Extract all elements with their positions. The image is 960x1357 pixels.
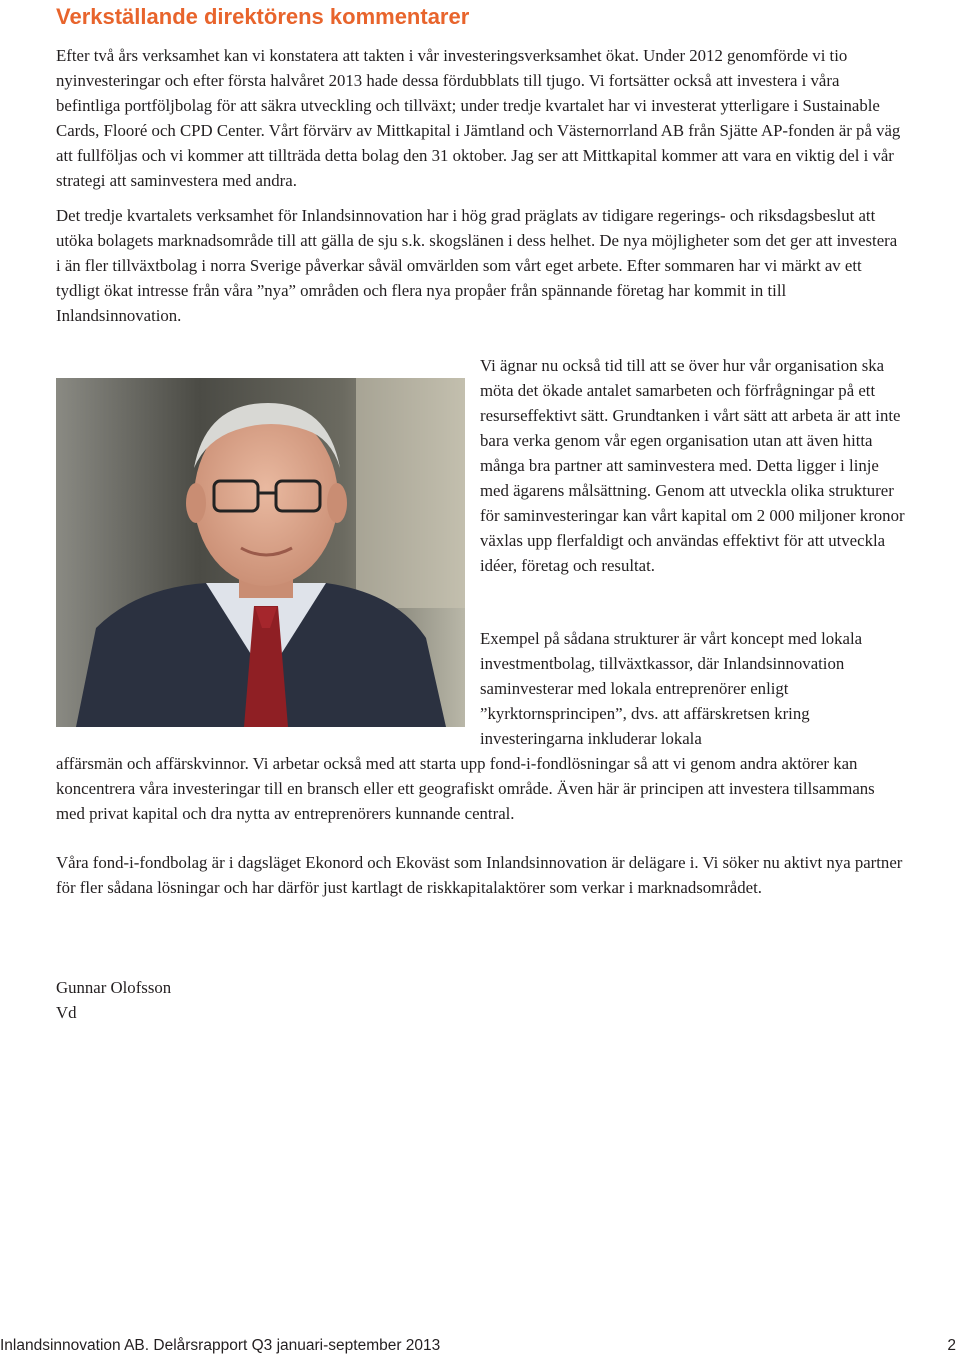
signature-block [56, 975, 356, 1025]
page-title: Verkställande direktörens kommentarer [56, 4, 470, 29]
body-paragraph-4-top: Exempel på sådana strukturer är vårt koncept med lokala investmentbolag, tillväxtkassor, där Inlandsinnovation saminvesterar med lokala entreprenörer enligt ”kyrktornsprincipen”, dvs. att affärskretsen kring investeringarna inkluderar lokala [480, 629, 863, 748]
signature-role: Vd [56, 1003, 77, 1022]
signature-name: Gunnar Olofsson [56, 978, 172, 997]
portrait-photo [56, 378, 465, 727]
body-paragraph-3: Vi ägnar nu också tid till att se över hur vår organisation ska möta det ökade antalet samarbeten och förfrågningar på ett resurseffektivt sätt. Grundtanken i vårt sätt att arbeta är att inte bara verka genom vår egen organisation utan att även hitta många bra partner att saminvestera med. Detta ligger i linje med ägarens målsättning. Genom att utveckla olika strukturer för saminvesteringar kan vårt kapital om 2 000 miljoner kronor växlas upp flerfaldigt och användas effektivt för att utveckla idéer, företag och resultat. [480, 356, 905, 575]
footer-report-title: Inlandsinnovation AB. Delårsrapport Q3 januari-september 2013 [0, 1337, 441, 1354]
page-number: 2 [947, 1337, 956, 1354]
body-paragraph-4-bottom: affärsmän och affärskvinnor. Vi arbetar också med att starta upp fond-i-fondlösningar så att vi genom andra aktörer kan koncentrera våra investeringar till en bransch eller ett geografiskt område. Även här är principen att investera tillsammans med privat kapital och dra nytta av entreprenörers kunnande central. [56, 754, 875, 823]
body-paragraph-5: Våra fond-i-fondbolag är i dagsläget Ekonord och Ekoväst som Inlandsinnovation är delägare i. Vi söker nu aktivt nya partner för fler sådana lösningar och har därför just kartlagt de riskkapitalaktörer som verkar i marknadsområdet. [56, 853, 903, 897]
body-paragraph-1: Efter två års verksamhet kan vi konstatera att takten i vår investeringsverksamhet ökat. Under 2012 genomförde vi tio nyinvesteringar och efter första halvåret 2013 hade dessa fördubblats till tjugo. Vi fortsätter också att investera i våra befintliga portföljbolag för att säkra utveckling och tillväxt; under tredje kvartalet har vi investerat ytterligare i Sustainable Cards, Flooré och CPD Center. Vårt förvärv av Mittkapital i Jämtland och Västernorrland AB från Sjätte AP-fonden är på väg att fullföljas och vi kommer att tillträda detta bolag den 31 oktober. Jag ser att Mittkapital kommer att vara en viktig del i vår strategi att saminvestera med andra. [56, 46, 901, 190]
body-paragraph-2: Det tredje kvartalets verksamhet för Inlandsinnovation har i hög grad präglats av tidigare regerings- och riksdagsbeslut att utöka bolagets marknadsområde till att gälla de sju s.k. skogslänen i dess helhet. De nya möjligheter som det ger att investera i än fler tillväxtbolag i norra Sverige påverkar såväl omvärlden som vårt eget arbete. Efter sommaren har vi märkt av ett tydligt ökat intresse från våra ”nya” områden och flera nya propåer från spännande företag har kommit in till Inlandsinnovation. [56, 206, 898, 325]
